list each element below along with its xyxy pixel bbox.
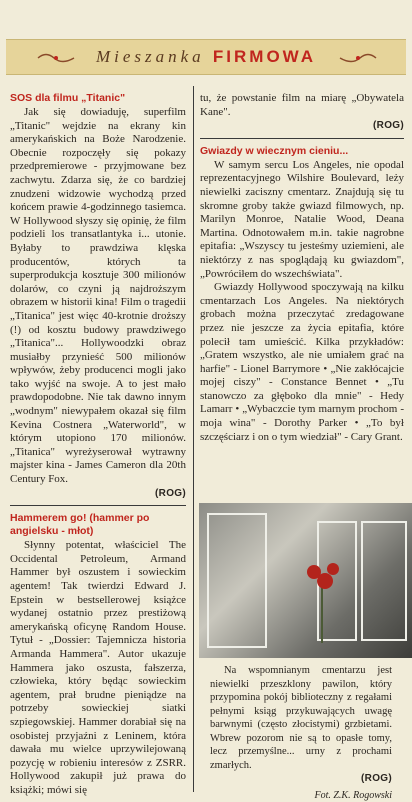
column-rule [193,86,194,792]
article-paragraph: Gwiazdy Hollywood spoczywają na kilku cmentarzach Los Angeles. Na niektórych grobach można przeczytać zredagowane przez nie jeszcze za życia epitafia, które polecił tam umieścić. Kilka przykładów: „Gratem wszystko, ale nie umiałem grać na harfie" - Lionel Barrymore • „Nie zakłócajcie mojej ciszy" - Constance Bennet • „Tu stanowczo za głęboko dla mnie" - Hedy Lamarr • „Wybaczcie tym marnym prochom - moja wina" - Dorothy Parker • „To był szczęściarz i on o tym wiedział" - Cary Grant. [200,281,404,444]
right-column [200,92,404,444]
cemetery-pavilion-photo [199,503,412,658]
photo-credit: Fot. Z.K. Rogowski [210,789,392,802]
caption-text: Na wspomnianym cmentarzu jest niewielki przeszklony pawilon, który przypomina pokój biblioteczny z regałami pełnymi ksiąg przykuwających uwagę barwnymi (często złocistymi) grzbietami. Wbrew pozorom nie są to opasłe tomy, lecz przemyślne... urny z prochami zmarłych. [210,664,392,772]
photo-caption [210,664,392,802]
article-continuation: tu, że powstanie film na miarę „Obywatela Kane". [200,92,404,119]
article-headline: SOS dla filmu „Titanic" [10,92,186,105]
article-signature: (ROG) [155,488,186,499]
flower [317,573,333,589]
flower-stem [321,583,323,643]
article-signature: (ROG) [373,120,404,131]
window-pane [207,513,267,648]
article-headline: Gwiazdy w wiecznym cieniu... [200,145,404,158]
divider [200,138,404,139]
left-column [10,92,186,798]
article-paragraph: Słynny potentat, właściciel The Occidental Petroleum, Armand Hammer był oszustem i sowieckim agentem! Tak twierdzi Edward J. Epstein w bestsellerowej książce wydanej ostatnio przez prestiżową amerykańską oficynę Random House. Tytuł - „Dossier: Tajemnicza historia Armanda Hammera". Autor ukazuje Hammera jako oszusta, fałszerza, człowieka, który będąc sowieckim agentem, prał brudne pieniądze na potrzeby sowieckiej siatki szpiegowskiej. Hammer dorabiał się na osobistej przyjaźni z Leninem, która dawała mu wielce uprzywilejowaną pozycję w robieniu interesów z ZSRR. Hollywood zakupił już prawa do książki; mówi się [10,539,186,797]
article-headline: Hammerem go! (hammer po angielsku - młot) [10,512,186,538]
window-pane [361,521,407,641]
caption-signature: (ROG) [361,773,392,784]
article-paragraph: W samym sercu Los Angeles, nie opodal reprezentacyjnego Wilshire Boulevard, leży niewielki zaciszny cmentarz. Znajdują się tu skromne groby także gwiazd filmowych, np. Marilyn Monroe, Natalie Wood, Deana Martina. Odnotowałem m.in. takie nagrobne epitafia: „Wszyscy tu jesteśmy uziemieni, ale niektórzy z nas spoglądają ku gwiazdom", „Powróciłem do wszechświata". [200,159,404,281]
section-title-word2: FIRMOWA [213,47,316,66]
section-title-word1: Mieszanka [96,47,205,66]
flower [327,563,339,575]
ornament-right-icon [338,49,378,67]
divider [10,505,186,506]
section-header [6,39,406,75]
article-paragraph: Jak się dowiaduję, superfilm „Titanic" wejdzie na ekrany kin amerykańskich na Boże Narodzenie. Obecnie rozpoczęły się pokazy przedpremierowe - przyjmowane bez zachwytu. Zdarza się, że co bardziej znudzeni widzowie wychodzą przed końcem prawie 4-godzinnego tasiemca. W Hollywood słyszy się opinię, że film podzieli los transatlantyka i... utonie. Byłaby to prawdziwa klęska producentów, których ta superprodukcja kosztuje 300 milionów dolarów, co czyni ją najdroższym obrazem w historii kina! Film o tragedii „Titanica" jest więc 40-krotnie droższy (!) od kosztu budowy prawdziwego „Titanica"... Hollywoodzki obraz musiałby przynieść 500 milionów wpływów, żeby producenci mogli jako tako wyjść na swoje. A to jest mało prawdopodobne. Nie tak dawno innym „wodnym" niewypałem okazał się film Kevina Costnera „Waterworld", w którym utopiono 170 milionów. „Titanica" wyreżyserował wytrawny majster kina - James Cameron dla 20th Century Fox. [10,106,186,487]
